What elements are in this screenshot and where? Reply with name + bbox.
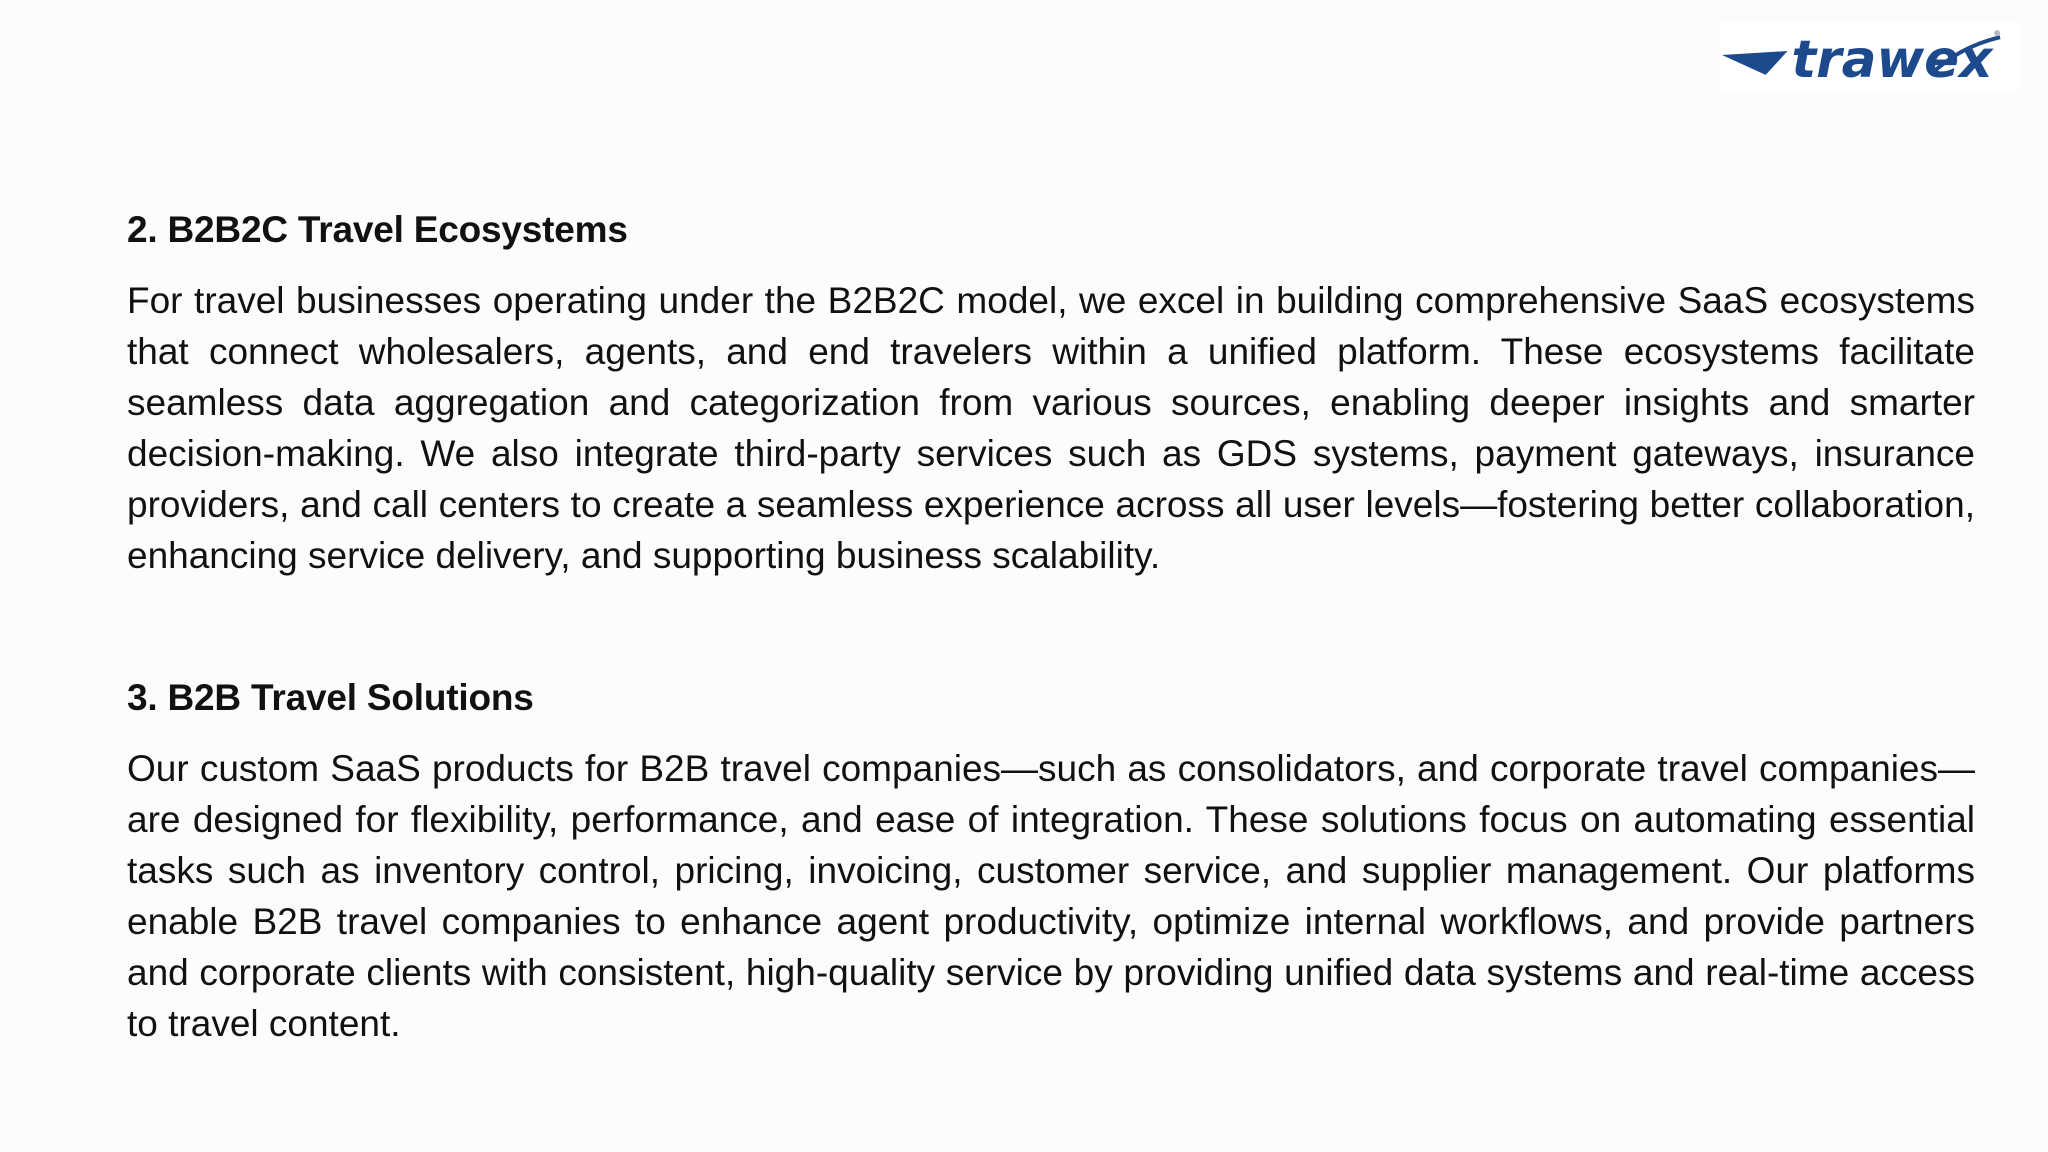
section-b2b (127, 673, 1975, 1049)
logo-arrow-icon (1722, 51, 1788, 75)
section-heading: 3. B2B Travel Solutions (127, 677, 534, 718)
trawex-logo-mark (1720, 27, 2008, 87)
logo-dot-icon (1994, 30, 2000, 36)
section-paragraph: For travel businesses operating under the B2B2C model, we excel in building comprehensive SaaS ecosystems that connect wholesalers, agents, and end travelers within a unified platform. These ecosystems facilitate seamless data aggregation and categorization from various sources, enabling deeper insights and smarter decision-making. We also integrate third-party services such as GDS systems, payment gateways, insurance providers, and call centers to create a seamless experience across all user levels—fostering better collaboration, enhancing service delivery, and supporting business scalability. (127, 280, 1975, 576)
document-body (127, 205, 1975, 1049)
section-heading: 2. B2B2C Travel Ecosystems (127, 209, 628, 250)
trawex-logo (1720, 22, 2020, 92)
logo-wordmark: trawex (1791, 29, 1993, 87)
section-b2b2c (127, 205, 1975, 581)
section-paragraph: Our custom SaaS products for B2B travel companies—such as consolidators, and corporate travel companies—are designed for flexibility, performance, and ease of integration. These solutions focus on automating essential tasks such as inventory control, pricing, invoicing, customer service, and supplier management. Our platforms enable B2B travel companies to enhance agent productivity, optimize internal workflows, and provide partners and corporate clients with consistent, high-quality service by providing unified data systems and real-time access to travel content. (127, 748, 1975, 1044)
